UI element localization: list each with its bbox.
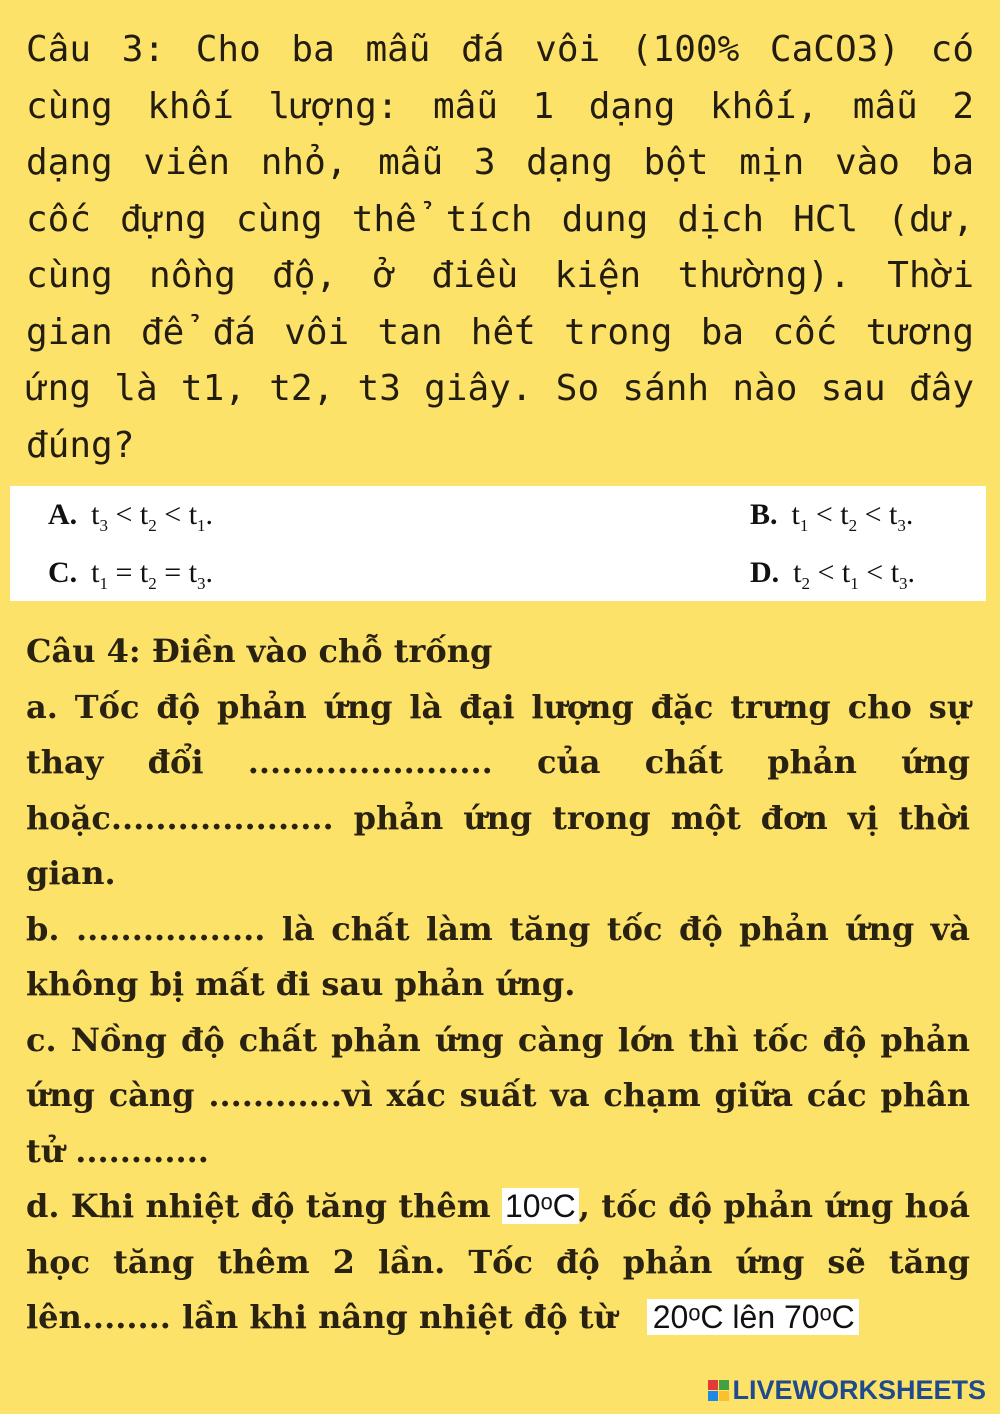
temperature-range-highlight: 20ᵒC lên 70ᵒC	[647, 1299, 859, 1335]
option-a-letter: A.	[48, 498, 78, 531]
option-c-sub2: 2	[148, 574, 157, 593]
option-b-var: t	[791, 498, 800, 531]
question-4-part-c: c. Nồng độ chất phản ứng càng lớn thì tốc độ phản ứng càng ............vì xác suất va chạm giữa các phân tử ............	[26, 1020, 970, 1170]
part-d-lead: d. Khi nhiệt độ tăng thêm	[26, 1187, 502, 1225]
liveworksheets-logo-icon	[708, 1380, 729, 1401]
option-c-end: .	[205, 556, 214, 589]
option-a[interactable]	[48, 498, 213, 536]
option-a-sub3: 1	[197, 516, 206, 535]
option-c[interactable]	[48, 556, 213, 594]
option-d-sub3: 3	[899, 574, 908, 593]
temperature-step-highlight: 10ᵒC	[502, 1188, 579, 1224]
part-d-body: , tốc độ phản ứng hoá học tăng thêm 2 lần. Tốc độ phản ứng sẽ tăng lên........ lần khi nâng nhiệt độ từ	[26, 1187, 971, 1336]
option-a-sub2: 2	[148, 516, 157, 535]
question-3-text: Câu 3: Cho ba mẫu đá vôi (100% CaCO3) có cùng khối lượng: mẫu 1 dạng khối, mẫu 2 dạng viên nhỏ, mẫu 3 dạng bột mịn vào ba cốc đựng cùng thể tích dung dịch HCl (dư, cùng nồng độ, ở điều kiện thường). Thời gian để đá vôi tan hết trong ba cốc tương ứng là t1, t2, t3 giây. So sánh nào sau đây đúng?	[26, 29, 974, 466]
question-4-part-d	[26, 1179, 970, 1346]
option-d-end: .	[907, 556, 916, 589]
logo-square-4	[719, 1391, 729, 1401]
option-d-op1: < t	[810, 556, 851, 589]
option-d-op2: < t	[858, 556, 900, 589]
option-b[interactable]	[750, 498, 913, 536]
option-a-end: .	[205, 498, 214, 531]
option-c-op2: = t	[156, 556, 198, 589]
option-b-op2: < t	[857, 498, 898, 531]
logo-square-2	[719, 1380, 729, 1390]
option-a-sub1: 3	[99, 516, 109, 535]
option-d[interactable]	[750, 556, 915, 594]
option-b-sub3: 3	[897, 516, 906, 535]
option-c-letter: C.	[48, 556, 78, 589]
option-c-sub3: 3	[197, 574, 206, 593]
option-b-op1: < t	[808, 498, 849, 531]
option-d-sub2: 1	[850, 574, 859, 593]
option-d-letter: D.	[750, 556, 780, 589]
question-4-part-b: b. ................. là chất làm tăng tốc độ phản ứng và không bị mất đi sau phản ứng.	[26, 909, 970, 1003]
option-b-sub2: 2	[848, 516, 858, 535]
liveworksheets-watermark	[708, 1375, 986, 1406]
option-c-op1: = t	[108, 556, 149, 589]
option-c-sub1: 1	[99, 574, 109, 593]
question-4-title: Câu 4: Điền vào chỗ trống	[26, 632, 493, 670]
answer-options-box	[10, 486, 986, 601]
option-a-op1: < t	[108, 498, 149, 531]
logo-square-3	[708, 1391, 718, 1401]
option-a-op2: < t	[156, 498, 198, 531]
option-a-var: t	[91, 498, 100, 531]
option-b-sub1: 1	[799, 516, 809, 535]
brand-text: LIVEWORKSHEETS	[732, 1375, 986, 1405]
question-4	[26, 624, 970, 1346]
option-d-var: t	[793, 556, 802, 589]
logo-square-1	[708, 1380, 718, 1390]
option-c-var: t	[91, 556, 100, 589]
option-d-sub1: 2	[801, 574, 811, 593]
option-b-end: .	[905, 498, 914, 531]
option-b-letter: B.	[750, 498, 778, 531]
question-4-part-a: a. Tốc độ phản ứng là đại lượng đặc trưng cho sự thay đổi ...................... của chất phản ứng hoặc.................... phản ứng trong một đơn vị thời gian.	[26, 687, 970, 892]
